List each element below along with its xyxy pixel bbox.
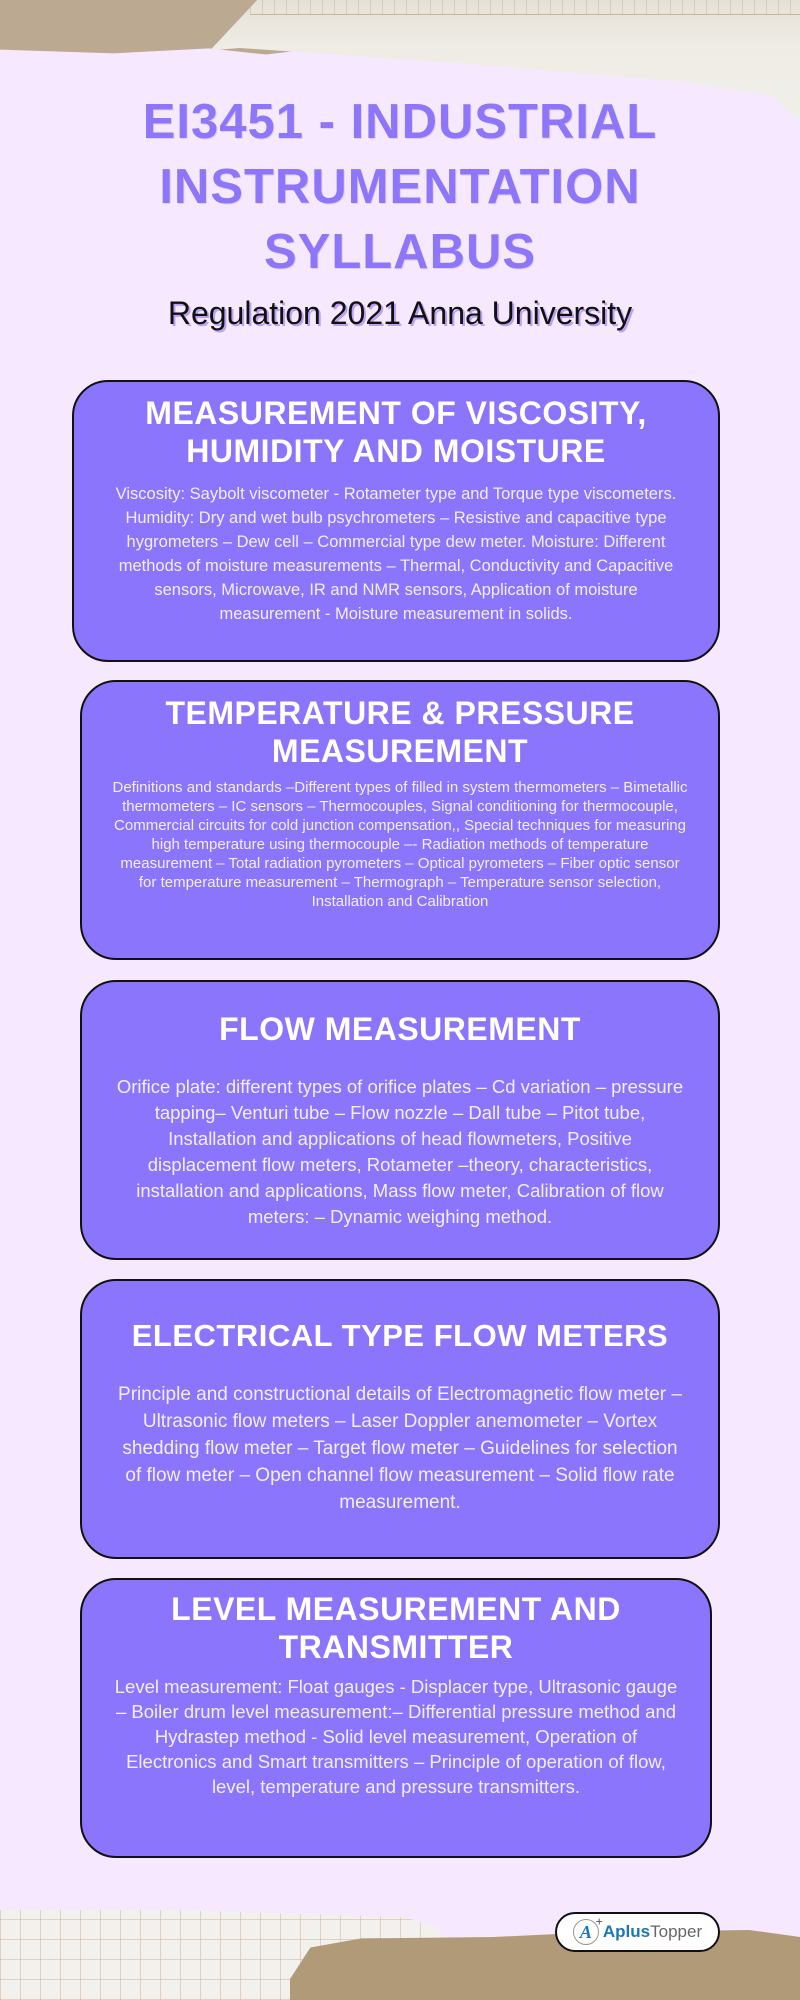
page-header	[0, 90, 800, 332]
brand-name-aplus: Aplus	[602, 1922, 651, 1941]
page-title: EI3451 - INDUSTRIAL INSTRUMENTATION SYLLABUS	[142, 95, 658, 279]
unit-card-level-measurement	[80, 1578, 712, 1858]
unit-title: ELECTRICAL TYPE FLOW METERS	[131, 1318, 669, 1353]
unit-body: Principle and constructional details of Electromagnetic flow meter – Ultrasonic flow meters – Laser Doppler anemometer – Vortex shedding flow meter – Target flow meter – Guidelines for selection of flow meter – Open channel flow measurement – Solid flow rate measurement.	[118, 1384, 682, 1513]
decorative-cardboard-bottom	[290, 1930, 800, 2000]
unit-card-viscosity-humidity-moisture	[72, 380, 720, 662]
unit-body: Level measurement: Float gauges - Displacer type, Ultrasonic gauge – Boiler drum level measurement:– Differential pressure method and Hydrastep method - Solid level measurement, Operation of Electronics and Smart transmitters – Principle of operation of flow, level, temperature and pressure transmitters.	[114, 1676, 678, 1797]
brand-name-topper: Topper	[650, 1922, 703, 1941]
unit-title: LEVEL MEASUREMENT AND TRANSMITTER	[171, 1591, 621, 1665]
unit-card-temperature-pressure	[80, 680, 720, 960]
aplustopper-logo-badge[interactable]	[555, 1912, 720, 1952]
page-subtitle: Regulation 2021 Anna University	[167, 295, 633, 331]
unit-title: FLOW MEASUREMENT	[219, 1011, 581, 1047]
unit-title: MEASUREMENT OF VISCOSITY, HUMIDITY AND MOISTURE	[145, 395, 647, 469]
unit-body: Definitions and standards –Different types of filled in system thermometers – Bimetallic thermometers – IC sensors – Thermocouples, Signal conditioning for thermocouple, Commercial circuits for cold junction compensation,, Special techniques for measuring high temperature using thermocouple –- Radiation methods of temperature measurement – Total radiation pyrometers – Optical pyrometers – Fiber optic sensor for temperature measurement – Thermograph – Temperature sensor selection, Installation and Calibration	[112, 779, 688, 910]
unit-card-flow-measurement	[80, 980, 720, 1260]
aplus-logo-icon: A +	[573, 1919, 599, 1945]
unit-card-electrical-flow-meters	[80, 1279, 720, 1559]
unit-body: Orifice plate: different types of orifice plates – Cd variation – pressure tapping– Venturi tube – Flow nozzle – Dall tube – Pitot tube, Installation and applications of head flowmeters, Positive displacement flow meters, Rotameter –theory, characteristics, installation and applications, Mass flow meter, Calibration of flow meters: – Dynamic weighing method.	[116, 1076, 684, 1227]
unit-body: Viscosity: Saybolt viscometer - Rotameter type and Torque type viscometers. Humidity: Dry and wet bulb psychrometers – Resistive and capacitive type hygrometers – Dew cell – Commercial type dew meter. Moisture: Different methods of moisture measurements – Thermal, Conductivity and Capacitive sensors, Microwave, IR and NMR sensors, Application of moisture measurement - Moisture measurement in solids.	[115, 485, 677, 623]
unit-title: TEMPERATURE & PRESSURE MEASUREMENT	[165, 695, 635, 769]
